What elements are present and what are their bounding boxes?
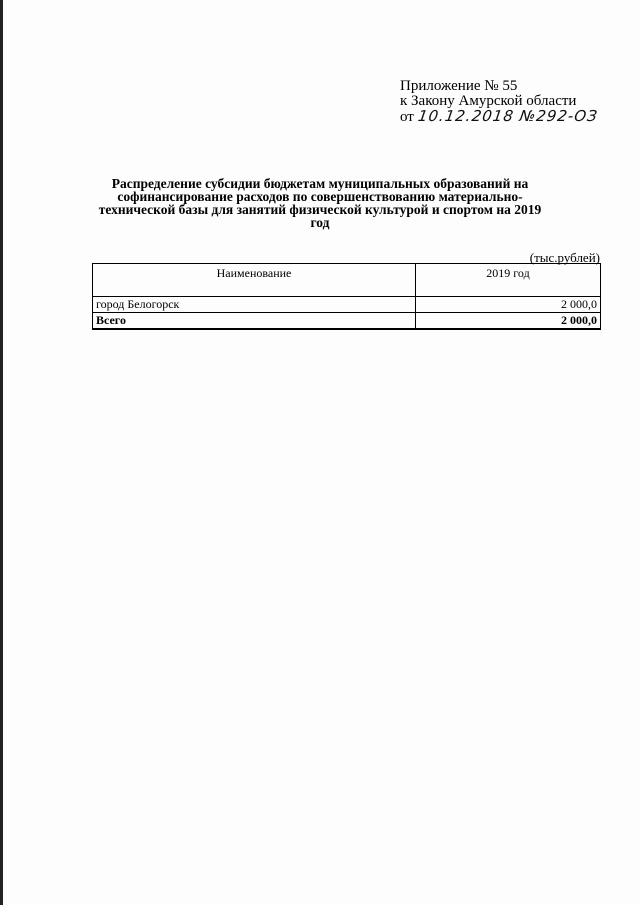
row-name: город Белогорск <box>93 297 416 313</box>
handwritten-date-number: 10.12.2018 №292-ОЗ <box>416 107 599 125</box>
appendix-header <box>400 79 630 125</box>
table-header-row <box>93 264 601 297</box>
appendix-number: Приложение № 55 <box>400 78 518 94</box>
subsidy-table <box>92 263 601 330</box>
units-label: (тыс.рублей) <box>529 250 600 265</box>
document-title: Распределение субсидии бюджетам муниципальных образований на софинансирование расходов по совершенствованию материально-технической базы для занятий физической культурой и спортом на 2019 год <box>98 176 542 230</box>
table-total-row <box>93 313 601 330</box>
appendix-date-prefix: от <box>400 109 414 125</box>
table-row <box>93 297 601 313</box>
appendix-law-reference: к Закону Амурской области <box>400 93 577 109</box>
header-year: 2019 год <box>416 264 601 297</box>
row-value: 2 000,0 <box>416 297 601 313</box>
total-name: Всего <box>93 313 416 330</box>
total-value: 2 000,0 <box>416 313 601 330</box>
header-name: Наименование <box>93 264 416 297</box>
scan-edge <box>0 0 3 905</box>
appendix-date-line <box>400 109 630 125</box>
